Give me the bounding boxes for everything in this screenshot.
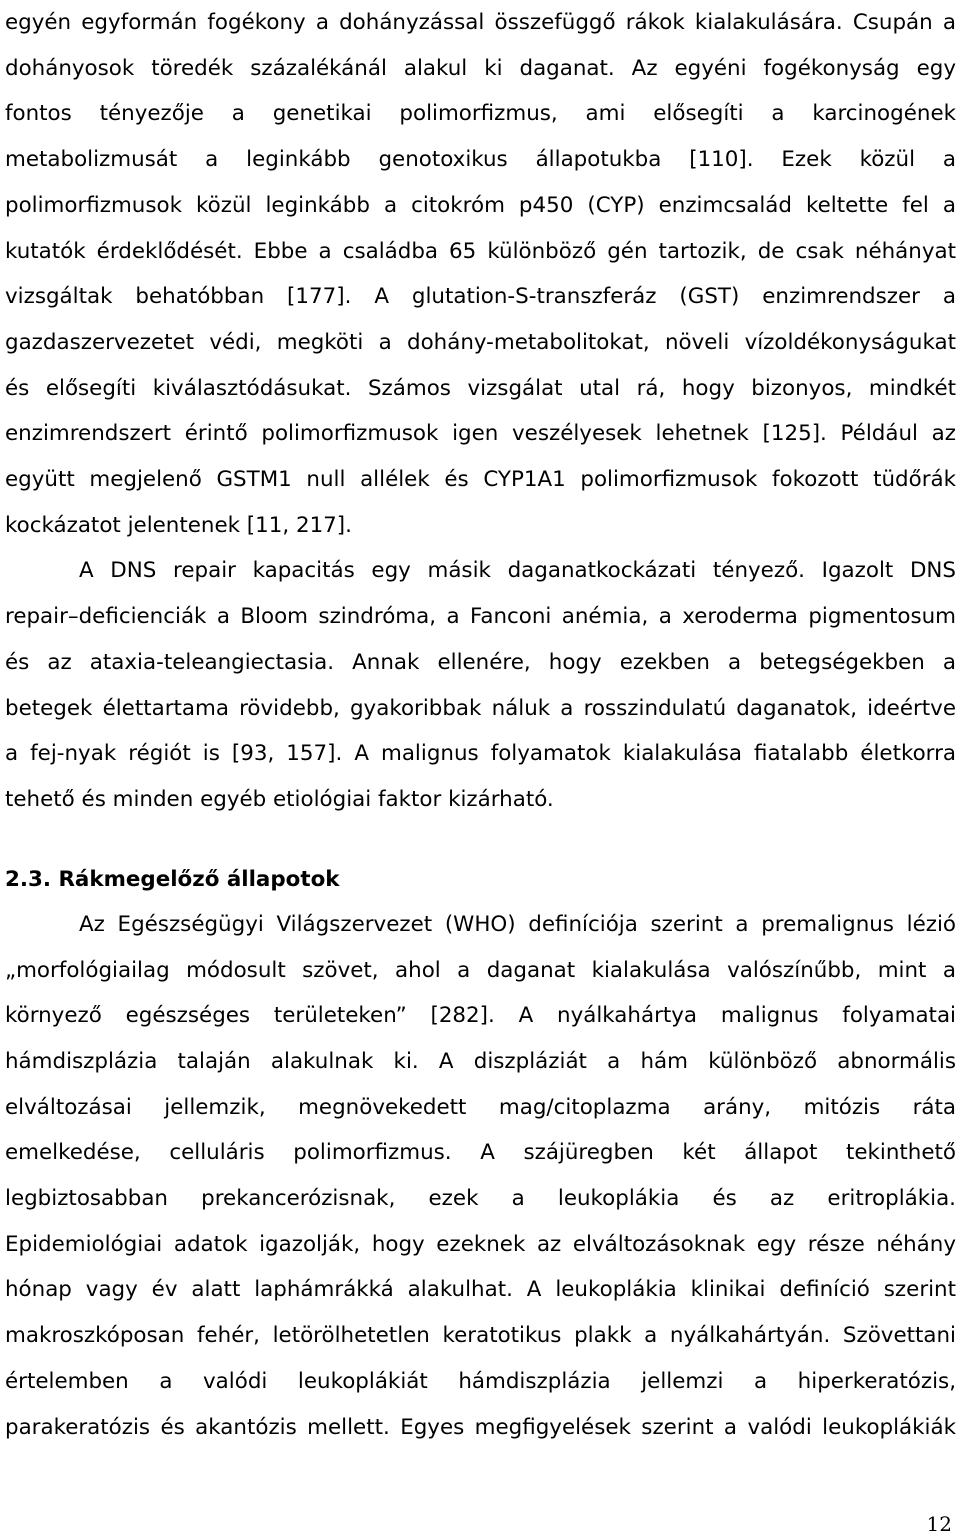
text-line: fontos tényezője a genetikai polimorfizmus, ami elősegíti a karcinogének [5,101,956,127]
text-line: Az Egészségügyi Világszervezet (WHO) definíciója szerint a premalignus lézió [79,911,956,937]
text-line: repair–deficienciák a Bloom szindróma, a Fanconi anémia, a xeroderma pigmentosum [5,604,956,630]
text-line: emelkedése, celluláris polimorfizmus. A szájüregben két állapot tekinthető [5,1140,956,1166]
text-line: parakeratózis és akantózis mellett. Egyes megfigyelések szerint a valódi leukoplákiák [5,1414,956,1440]
text-line: egyén egyformán fogékony a dohányzással összefüggő rákok kialakulására. Csupán a [5,10,956,35]
text-line: hónap vagy év alatt laphámrákká alakulhat. A leukoplákia klinikai definíció szerint [5,1277,956,1303]
text-line: A DNS repair kapacitás egy másik daganatkockázati tényező. Igazolt DNS [79,558,956,584]
text-line: „morfológiailag módosult szövet, ahol a daganat kialakulása valószínűbb, mint a [5,957,956,983]
text-line: legbiztosabban prekancerózisnak, ezek a leukoplákia és az eritroplákia. [5,1186,956,1211]
text-line: polimorfizmusok közül leginkább a citokróm p450 (CYP) enzimcsalád keltette fel a [5,192,956,218]
text-line: metabolizmusát a leginkább genotoxikus állapotukba [110]. Ezek közül a [5,147,956,173]
text-line: értelemben a valódi leukoplákiát hámdiszplázia jellemzi a hiperkeratózis, [5,1368,956,1394]
text-line: dohányosok töredék százalékánál alakul ki daganat. Az egyéni fogékonyság egy [5,55,956,81]
text-line: kockázatot jelentenek [11, 217]. [5,512,352,538]
text-line: környező egészséges területeken” [282]. A nyálkahártya malignus folyamatai [5,1003,956,1029]
text-line: vizsgáltak behatóbban [177]. A glutation-S-transzferáz (GST) enzimrendszer a [5,284,956,310]
text-line: és az ataxia-teleangiectasia. Annak ellenére, hogy ezekben a betegségekben a [5,649,956,675]
text-line: gazdaszervezetet védi, megköti a dohány-metabolitokat, növeli vízoldékonyságukat [5,329,956,355]
text-line: makroszkóposan fehér, letörölhetetlen keratotikus plakk a nyálkahártyán. Szövettani [5,1323,956,1349]
text-line: betegek élettartama rövidebb, gyakoribbak náluk a rosszindulatú daganatok, ideértve [5,695,956,721]
section-heading: 2.3. Rákmegelőző állapotok [5,867,340,892]
text-line: hámdiszplázia talaján alakulnak ki. A diszpláziát a hám különböző abnormális [5,1048,956,1074]
text-line: tehető és minden egyéb etiológiai faktor kizárható. [5,786,554,812]
text-line: együtt megjelenő GSTM1 null allélek és CYP1A1 polimorfizmusok fokozott tüdőrák [5,467,956,492]
text-line: elváltozásai jellemzik, megnövekedett mag/citoplazma arány, mitózis ráta [5,1094,956,1120]
text-line: kutatók érdeklődését. Ebbe a családba 65 különböző gén tartozik, de csak néhányat [5,238,956,264]
text-line: és elősegíti kiválasztódásukat. Számos vizsgálat utal rá, hogy bizonyos, mindkét [5,375,956,401]
page-number: 12 [926,1512,952,1536]
text-line: Epidemiológiai adatok igazolják, hogy ezeknek az elváltozásoknak egy része néhány [5,1231,956,1257]
text-line: a fej-nyak régiót is [93, 157]. A malignus folyamatok kialakulása fiatalabb életkorra [5,741,956,767]
text-line: enzimrendszert érintő polimorfizmusok igen veszélyesek lehetnek [125]. Például az [5,421,956,447]
